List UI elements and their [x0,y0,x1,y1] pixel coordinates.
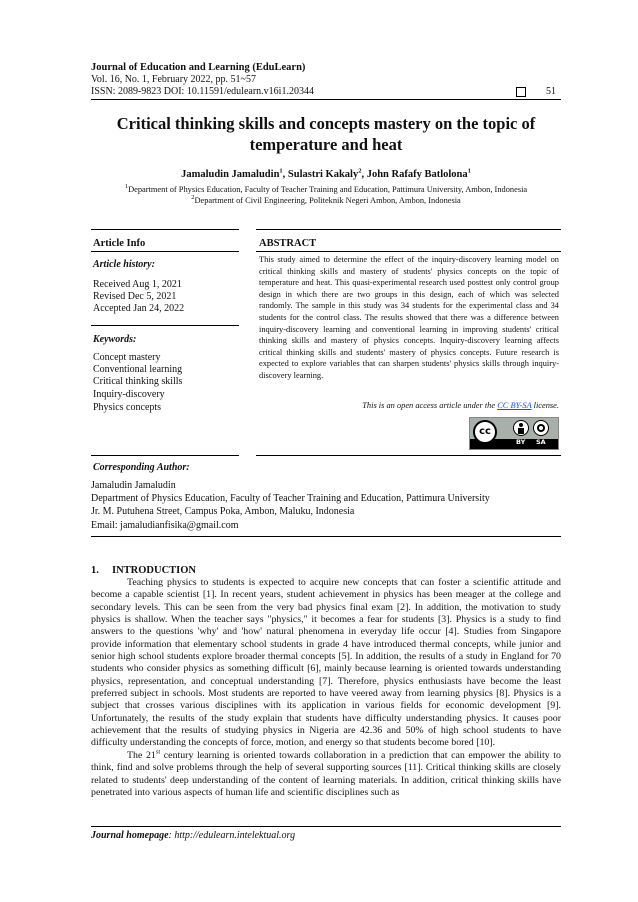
author-sup: 1 [279,167,283,175]
author-name: John Rafafy Batlolona [366,169,468,180]
volume-info: Vol. 16, No. 1, February 2022, pp. 51~57 [91,74,256,85]
license-link[interactable]: CC BY-SA [497,401,532,410]
keywords-rule [91,325,239,326]
journal-name: Journal of Education and Learning (EduLearn) [91,62,306,73]
history-revised: Revised Dec 5, 2021 [93,291,177,302]
affiliation [91,185,561,194]
intro-body [91,577,561,799]
intro-paragraph-1: Teaching physics to students is expected to acquire new concepts that can foster a scientific attitude and become a capable scientist [1]. In recent years, student achievement in physics has been meager at the college and secondary levels. This can be seen from the very bad physics final exam [2]. In addition, the motivation to study physics is shallow. When the teacher says "physics," it becomes a fear for students [3]. Physics is a study to find answers to the questions 'why' and 'how' natural phenomena in everyday life occur [4]. Studies from Singapore provide information that elementary school students in grade 4 have introduced thermal concepts, while junior and senior high school students explore broader thermal concepts [5]. In addition, the results of a study in England for 70 students who consider physics as something difficult [6], mainly because learning is oriented towards understanding physics, representation, and conceptual understanding [7]. Therefore, physics enthusiasts have become the least preferred subject in schools. Most students are reported to have veered away from learning physics [8]. Physics is a subject that crosses various disciplines with its application in various fields for economic development [9]. Unfortunately, the results of the study explain that students have difficulty understanding physics. It causes poor achievement that the results of studying physics in Nigeria are 42.36 and 50% of high school students to have difficulty understanding the concepts of force, motion, and energy so that students become bored [10]. [91,577,561,749]
affiliation-sup: 2 [191,194,195,202]
journal-homepage [91,830,295,841]
history-label: Article history: [93,259,155,270]
abstract-bottom-rule [256,455,561,456]
section-heading [91,565,196,576]
homepage-label: Journal homepage [91,830,169,841]
author-name: Sulastri Kakaly [287,169,359,180]
header-divider [91,99,561,100]
paragraph-text: century learning is oriented towards collaboration in a prediction that can empower the ability to think, find and solve problems through the help of several supporting sources [11]. Critical thinking skills are closely related to students' deep understanding of the content of learning materials. In addition, critical thinking skills have penetrated into various aspects of human life and scientific disciplines such as [91,749,561,798]
abstract-text: This study aimed to determine the effect of the inquiry-discovery learning model on critical thinking skills and mastery of students' physics concepts on the topic of temperature and heat. This quasi-experimental research used posttest only control group design in which there are two groups in this design, each of which was selected randomly. The sample in this study was 34 students for the experimental class and 34 students for the control class. The results showed that there was a difference between inquiry-discovery learning and conventional learning in improving students' critical thinking skills and mastery of physics concepts. Inquiry-discovery learning affects critical thinking skills and students' mastery of physics concepts. Future research is expected to explore variables that can sharpen students' physics skills through inquiry-discovery learning. [259,255,559,380]
info-top-rule [91,229,239,230]
keywords-label: Keywords: [93,334,137,345]
abstract-heading: ABSTRACT [259,238,317,249]
corresponding-dept: Department of Physics Education, Faculty of Teacher Training and Education, Pattimura University [91,493,490,505]
open-access-prefix: This is an open access article under the [362,401,498,410]
issn-doi: ISSN: 2089-9823 DOI: 10.11591/edulearn.v16i1.20344 [91,86,314,97]
paragraph-text: The 21 [127,749,156,761]
open-access-note [259,401,559,410]
page-number: 51 [546,86,556,97]
keyword-item: Inquiry-discovery [93,389,165,400]
history-accepted: Accepted Jan 24, 2022 [93,303,185,314]
attribution-icon [513,420,529,436]
cc-by-sa-badge[interactable] [469,417,559,450]
article-info-heading: Article Info [93,238,146,249]
checkbox-square-icon [516,87,526,97]
section-title: INTRODUCTION [112,565,197,576]
author-sup: 2 [358,167,362,175]
affiliation-sup: 1 [124,183,129,191]
affiliation-text: Department of Civil Engineering, Politeknik Negeri Ambon, Ambon, Indonesia [194,196,461,205]
corresponding-name: Jamaludin Jamaludin [91,480,176,491]
history-received: Received Aug 1, 2021 [93,279,182,290]
keyword-item: Conventional learning [93,364,183,375]
corresponding-email: Email: jamaludianfisika@gmail.com [91,519,239,531]
abstract-top-rule [256,229,561,230]
author-sup: 1 [467,167,471,175]
author-list: Jamaludin Jamaludin$^1$, Sulastri Kakaly$^2$, John Rafafy Batlolona$^1$ [181,167,471,180]
info-bottom-rule [91,455,239,456]
homepage-url[interactable]: : http://edulearn.intelektual.org [168,830,296,841]
keyword-item: Physics concepts [93,402,162,413]
abstract-heading-rule [256,251,561,252]
info-heading-rule [91,251,239,252]
affiliation [91,196,561,205]
affiliation-text: Department of Physics Education, Faculty of Teacher Training and Education, Pattimura University, Ambon, Indonesia [128,185,528,194]
section-number: 1. [91,565,99,576]
cc-by-label: BY [516,438,526,446]
share-alike-icon [533,420,549,436]
corresponding-block [91,479,490,532]
front-matter-rule [91,536,561,537]
open-access-suffix: license. [531,401,559,410]
ordinal-sup: st [155,748,161,756]
cc-sa-label: SA [536,438,546,446]
author-name: Jamaludin Jamaludin [181,169,280,180]
corresponding-label: Corresponding Author: [93,462,190,473]
keyword-item: Critical thinking skills [93,376,183,387]
paper-title: Critical thinking skills and concepts mastery on the topic of temperature and heat [116,114,536,154]
intro-paragraph-2 [91,750,561,799]
cc-icon: cc [473,420,497,444]
footer-divider [91,826,561,827]
keyword-item: Concept mastery [93,352,161,363]
corresponding-address: Jr. M. Putuhena Street, Campus Poka, Ambon, Maluku, Indonesia [91,506,355,518]
